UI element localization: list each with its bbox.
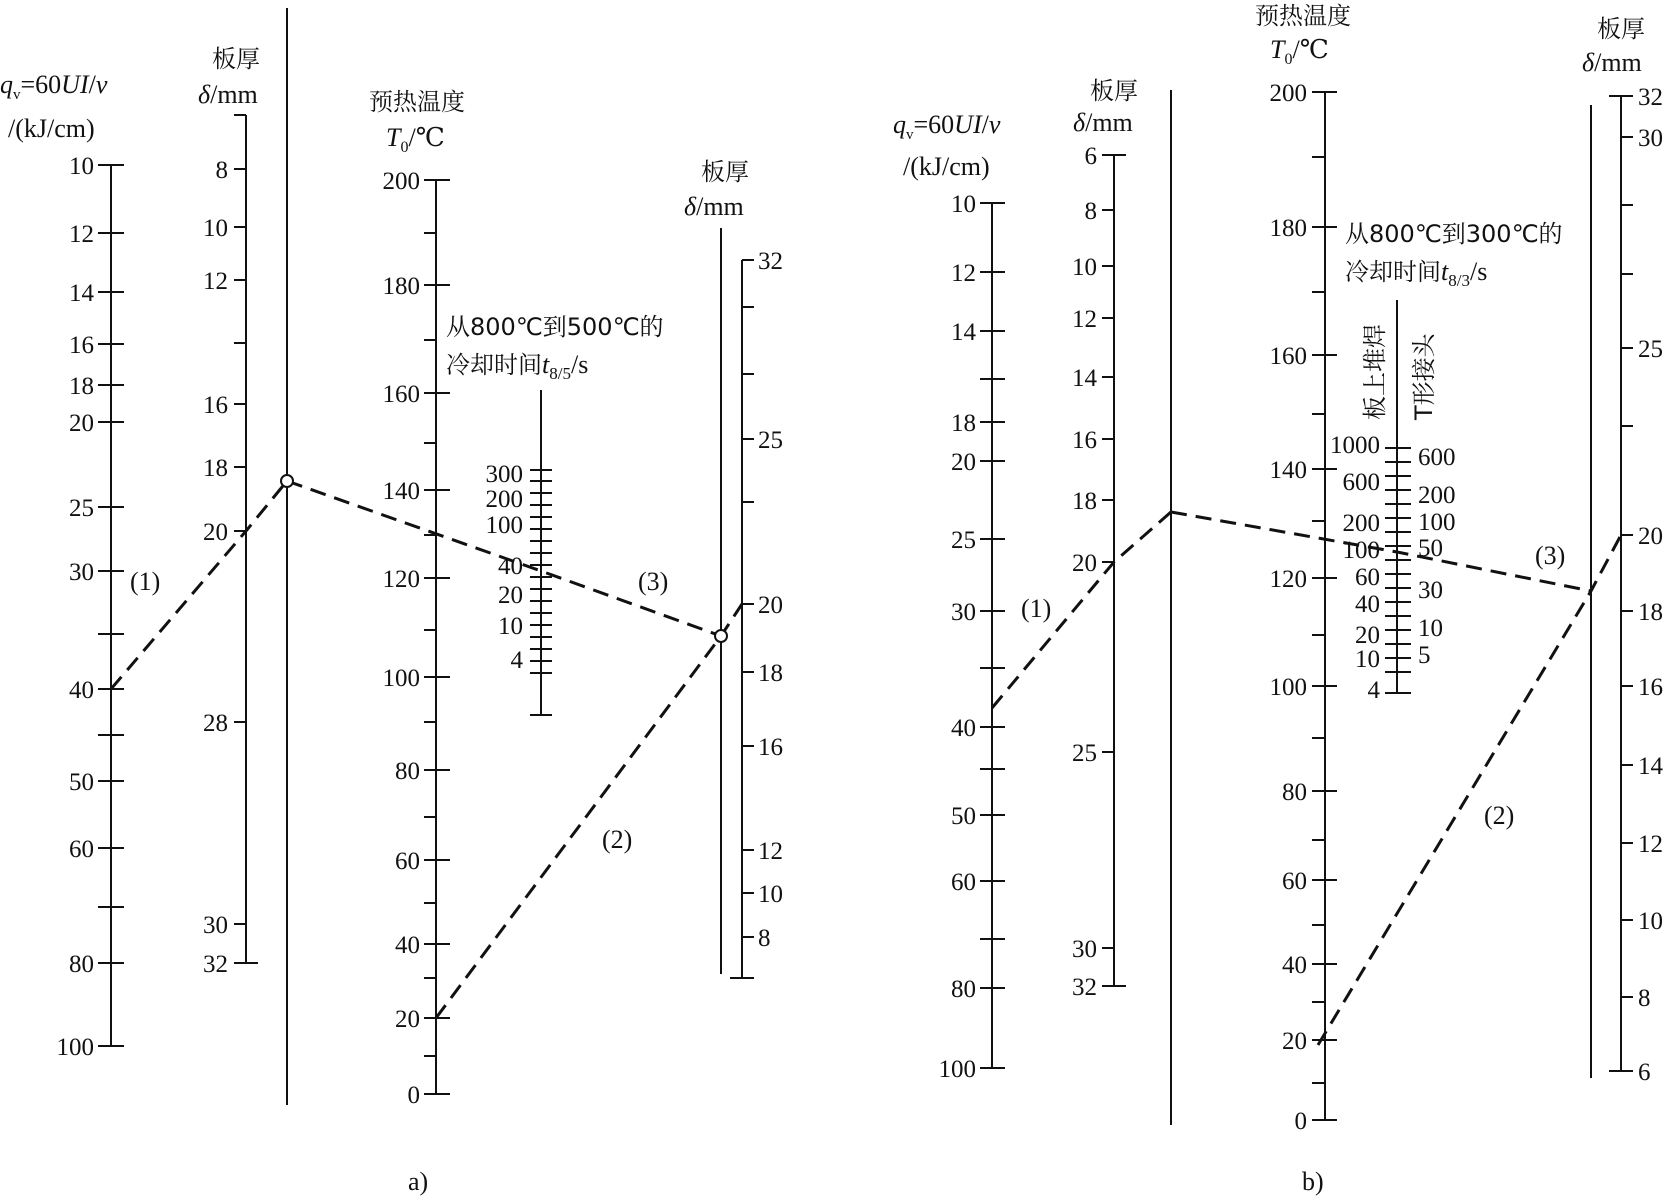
b-preheat-tick-label: 40: [1282, 952, 1307, 979]
b-heat-tick-label: 12: [951, 260, 976, 287]
b-cool-left-tick-label: 1000: [1330, 432, 1380, 459]
b-preheat-tick-label: 100: [1269, 674, 1307, 701]
b-cool-left-tick-label: 4: [1367, 677, 1380, 704]
b-thick-left-tick-label: 25: [1072, 740, 1097, 767]
b-line-3: [1171, 512, 1591, 591]
a-thick-left-tick-label: 30: [203, 912, 228, 939]
b-cool-left-tick-label: 20: [1355, 622, 1380, 649]
a-cool-tick-label: 300: [485, 461, 523, 488]
a-heat-tick-label: 80: [69, 951, 94, 978]
b-thick-left-tick-label: 12: [1072, 306, 1097, 333]
b-thick-left-tick-label: 20: [1072, 550, 1097, 577]
a-preheat-tick-label: 180: [382, 273, 420, 300]
b-cool-left-tick-label: 10: [1355, 646, 1380, 673]
a-line-label-1: (1): [130, 567, 161, 596]
b-cooling-right-label: T形接头: [1410, 333, 1438, 420]
b-thick-right-tick-label: 10: [1638, 908, 1663, 935]
svg-text:δ/mm: δ/mm: [1073, 108, 1133, 137]
a-thick-right-tick-label: 25: [758, 427, 783, 454]
b-heat-tick-label: 20: [951, 449, 976, 476]
b-thickness-left-ticks: [1072, 143, 1126, 1001]
b-cool-left-tick-label: 60: [1355, 564, 1380, 591]
b-thick-right-tick-label: 6: [1638, 1059, 1651, 1086]
a-heat-tick-label: 10: [69, 153, 94, 180]
a-preheat-tick-label: 80: [395, 758, 420, 785]
b-thick-right-tick-label: 12: [1638, 831, 1663, 858]
svg-text:δ/mm: δ/mm: [1582, 48, 1642, 77]
b-cool-right-tick-label: 600: [1418, 444, 1456, 471]
a-thick-left-tick-label: 16: [203, 392, 228, 419]
a-thick-right-tick-label: 8: [758, 925, 771, 952]
svg-text:板厚: 板厚: [1597, 15, 1645, 43]
b-heat-tick-label: 40: [951, 715, 976, 742]
a-preheat-ticks: [383, 168, 451, 1109]
b-heat-tick-label: 10: [951, 191, 976, 218]
b-line-label-3: (3): [1535, 541, 1566, 570]
b-preheat-tick-label: 140: [1269, 457, 1307, 484]
a-thick-right-tick-label: 12: [758, 838, 783, 865]
b-heat-input-ticks: [939, 191, 1006, 1083]
a-heat-tick-label: 25: [69, 495, 94, 522]
b-line-label-2: (2): [1484, 801, 1515, 830]
b-heat-tick-label: 100: [938, 1056, 976, 1083]
b-thick-left-tick-label: 30: [1072, 936, 1097, 963]
b-cool-right-tick-label: 50: [1418, 535, 1443, 562]
b-line-1: [992, 512, 1171, 708]
b-thick-left-tick-label: 6: [1084, 143, 1097, 170]
svg-text:T0/℃: $T_0/℃$: [386, 123, 445, 156]
svg-text:δ/mm: δ/mm: [684, 192, 744, 221]
b-heat-tick-label: 14: [951, 319, 976, 346]
b-preheat-tick-label: 60: [1282, 868, 1307, 895]
b-cool-left-tick-label: 100: [1342, 537, 1380, 564]
b-cool-right-tick-label: 10: [1418, 615, 1443, 642]
a-preheat-tick-label: 20: [395, 1006, 420, 1033]
a-result-point: [715, 630, 727, 642]
a-heat-tick-label: 14: [69, 280, 94, 307]
a-cool-tick-label: 4: [510, 647, 523, 674]
b-preheat-tick-label: 200: [1269, 80, 1307, 107]
a-cooling-title: [446, 313, 664, 383]
b-thick-left-tick-label: 10: [1072, 254, 1097, 281]
a-preheat-tick-label: 40: [395, 932, 420, 959]
svg-text:板厚: 板厚: [1090, 77, 1138, 105]
b-thick-left-tick-label: 14: [1072, 365, 1097, 392]
svg-text:冷却时间t8/3/s: 冷却时间t8/3/s: [1345, 257, 1488, 290]
svg-text:qv=60UI/v: $q_v=60UI/v$: [893, 110, 1001, 143]
b-thick-right-tick-label: 32: [1638, 84, 1663, 111]
a-thickness-left-title: [198, 45, 260, 109]
b-preheat-tick-label: 0: [1294, 1108, 1307, 1135]
b-thick-right-tick-label: 14: [1638, 753, 1663, 780]
a-thick-left-tick-label: 20: [203, 519, 228, 546]
panel-b: [893, 2, 1664, 1196]
a-heat-tick-label: 30: [69, 559, 94, 586]
a-preheat-tick-label: 140: [382, 478, 420, 505]
a-thickness-left-ticks: [203, 115, 258, 978]
b-thick-right-tick-label: 20: [1638, 523, 1663, 550]
a-thickness-right-ticks: [730, 248, 783, 978]
a-preheat-tick-label: 60: [395, 848, 420, 875]
b-preheat-tick-label: 120: [1269, 566, 1307, 593]
b-caption: b): [1302, 1167, 1324, 1196]
a-thickness-right-title: [684, 158, 749, 221]
a-caption: a): [408, 1167, 429, 1196]
b-thickness-left-title: [1073, 77, 1138, 137]
a-thick-left-tick-label: 28: [203, 710, 228, 737]
b-thick-left-tick-label: 16: [1072, 427, 1097, 454]
a-thick-right-tick-label: 18: [758, 660, 783, 687]
b-thick-left-tick-label: 32: [1072, 974, 1097, 1001]
b-heat-tick-label: 18: [951, 410, 976, 437]
b-preheat-tick-label: 80: [1282, 779, 1307, 806]
svg-text:qv=60UI/v: $q_v=60UI/v$: [0, 70, 108, 103]
b-preheat-title: [1255, 2, 1351, 68]
b-heat-input-title: [893, 110, 1001, 181]
b-thick-right-tick-label: 30: [1638, 125, 1663, 152]
b-heat-tick-label: 60: [951, 869, 976, 896]
b-cooling-title: [1345, 220, 1563, 421]
a-heat-input-unit: /(kJ/cm): [8, 114, 95, 143]
b-thick-right-tick-label: 16: [1638, 674, 1663, 701]
b-heat-tick-label: 25: [951, 527, 976, 554]
b-thick-right-tick-label: 18: [1638, 599, 1663, 626]
svg-text:板厚: 板厚: [701, 158, 749, 186]
svg-text:从800℃到500℃的: 从800℃到500℃的: [446, 313, 664, 341]
b-thick-left-tick-label: 8: [1084, 198, 1097, 225]
a-preheat-tick-label: 120: [382, 566, 420, 593]
b-cooling-left-label: 板上堆焊: [1361, 324, 1389, 420]
a-line-label-3: (3): [638, 567, 669, 596]
b-cool-left-tick-label: 600: [1342, 469, 1380, 496]
b-heat-tick-label: 80: [951, 976, 976, 1003]
b-cool-right-tick-label: 30: [1418, 577, 1443, 604]
b-thickness-right-ticks: [1609, 84, 1664, 1086]
a-preheat-title: [369, 88, 465, 156]
a-thick-right-tick-label: 10: [758, 881, 783, 908]
b-heat-input-unit: /(kJ/cm): [903, 152, 990, 181]
b-thickness-right-title: [1582, 15, 1645, 77]
b-cool-right-tick-label: 200: [1418, 482, 1456, 509]
a-cool-tick-label: 10: [498, 613, 523, 640]
a-heat-tick-label: 16: [69, 332, 94, 359]
a-heat-tick-label: 40: [69, 677, 94, 704]
b-preheat-tick-label: 160: [1269, 343, 1307, 370]
panel-a: [0, 8, 783, 1196]
b-thick-right-tick-label: 25: [1638, 336, 1663, 363]
a-preheat-tick-label: 100: [382, 665, 420, 692]
a-thick-left-tick-label: 18: [203, 455, 228, 482]
a-thick-left-tick-label: 10: [203, 215, 228, 242]
a-preheat-tick-label: 160: [382, 381, 420, 408]
a-thick-left-tick-label: 8: [215, 157, 228, 184]
b-thick-left-tick-label: 18: [1072, 488, 1097, 515]
a-thick-right-tick-label: 16: [758, 734, 783, 761]
a-thick-left-tick-label: 12: [203, 268, 228, 295]
a-heat-tick-label: 50: [69, 769, 94, 796]
b-thick-right-tick-label: 8: [1638, 985, 1651, 1012]
b-preheat-ticks: [1270, 80, 1338, 1135]
a-preheat-tick-label: 0: [407, 1082, 420, 1109]
svg-text:预热温度: 预热温度: [369, 88, 465, 116]
a-heat-tick-label: 18: [69, 373, 94, 400]
a-heat-tick-label: 100: [56, 1034, 94, 1061]
a-line-2: [436, 604, 742, 1018]
b-heat-tick-label: 30: [951, 599, 976, 626]
svg-text:T0/℃: $T_0/℃$: [1270, 35, 1329, 68]
a-line-label-2: (2): [602, 825, 633, 854]
a-heat-tick-label: 20: [69, 410, 94, 437]
b-cool-left-tick-label: 200: [1342, 510, 1380, 537]
a-heat-tick-label: 60: [69, 836, 94, 863]
b-cool-left-tick-label: 40: [1355, 591, 1380, 618]
a-thick-right-tick-label: 20: [758, 592, 783, 619]
b-preheat-tick-label: 20: [1282, 1028, 1307, 1055]
b-cooling-ticks: [1330, 432, 1456, 704]
svg-text:冷却时间t8/5/s: 冷却时间t8/5/s: [446, 350, 589, 383]
b-line-label-1: (1): [1021, 594, 1052, 623]
svg-text:板厚: 板厚: [212, 45, 260, 73]
a-preheat-tick-label: 200: [382, 168, 420, 195]
a-heat-input-title: [0, 70, 108, 143]
b-cool-right-tick-label: 5: [1418, 642, 1431, 669]
a-pivot-point: [281, 475, 293, 487]
a-cooling-ticks: [486, 461, 553, 715]
a-cool-tick-label: 200: [485, 486, 523, 513]
a-heat-tick-label: 12: [69, 221, 94, 248]
svg-text:δ/mm: δ/mm: [198, 80, 258, 109]
a-thick-right-tick-label: 32: [758, 248, 783, 275]
svg-text:预热温度: 预热温度: [1255, 2, 1351, 30]
svg-text:从800℃到300℃的: 从800℃到300℃的: [1345, 220, 1563, 248]
b-heat-tick-label: 50: [951, 803, 976, 830]
a-heat-input-ticks: [57, 153, 125, 1061]
b-preheat-tick-label: 180: [1269, 215, 1307, 242]
a-cool-tick-label: 40: [498, 553, 523, 580]
b-cool-right-tick-label: 100: [1418, 509, 1456, 536]
a-cool-tick-label: 20: [498, 582, 523, 609]
a-cool-tick-label: 100: [485, 512, 523, 539]
a-thick-left-tick-label: 32: [203, 951, 228, 978]
